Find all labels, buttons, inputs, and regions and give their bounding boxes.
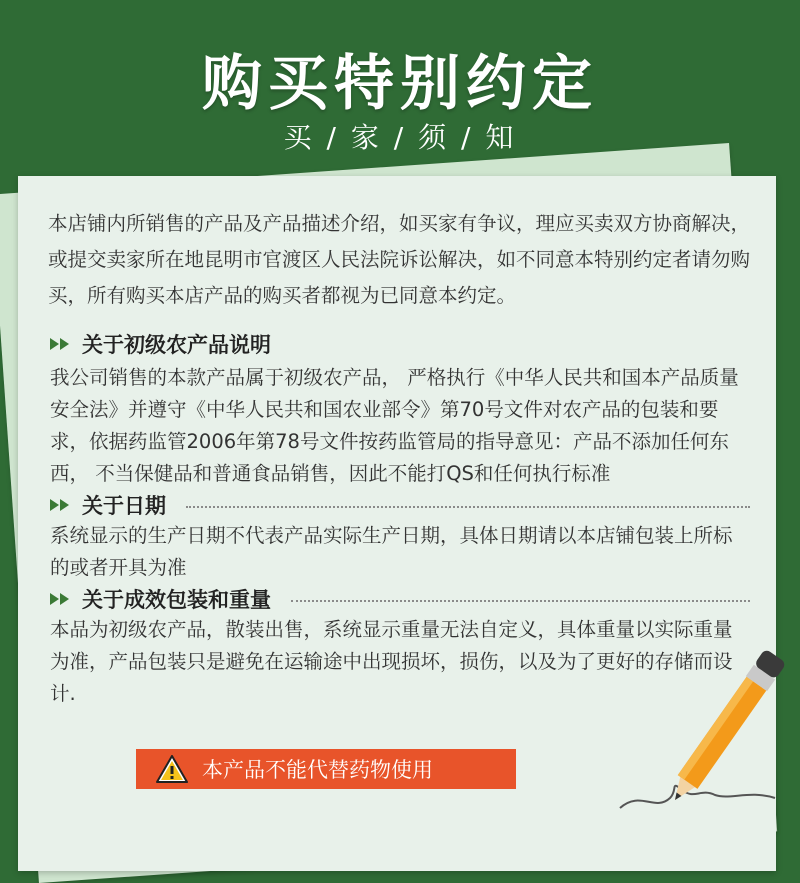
warning-banner: [136, 749, 516, 789]
double-arrow-icon: [50, 593, 70, 605]
pencil-icon: [600, 640, 800, 824]
section-body-weight: 本品为初级农产品，散装出售，系统显示重量无法自定义，具体重量以实际重量为准，产品包装只是避免在运输途中出现损坏，损伤，以及为了更好的存储而设计.: [50, 618, 733, 705]
page-title: 购买特别约定: [202, 49, 598, 119]
intro-text: 本店铺内所销售的产品及产品描述介绍，如买家有争议，理应买卖双方协商解决，或提交卖家所在地昆明市官渡区人民法院诉讼解决，如不同意本特别约定者请勿购买，所有购买本店产品的购买者都视为已同意本约定。: [48, 212, 751, 307]
double-arrow-icon: [50, 338, 70, 350]
page-subtitle: 买 / 家 / 须 / 知: [283, 121, 517, 154]
section-title: 关于日期: [82, 494, 166, 518]
section-body-agri: 我公司销售的本款产品属于初级农产品， 严格执行《中华人民共和国本产品质量安全法》并遵守《中华人民共和国农业部令》第70号文件对农产品的包装和要求，依据药监管2006年第78号文件按药监管局的指导意见：产品不添加任何东西， 不当保健品和普通食品销售，因此不能打QS和任何执行标准: [50, 366, 739, 485]
section-title: 关于成效包装和重量: [82, 588, 271, 612]
section-title: 关于初级农产品说明: [82, 333, 271, 357]
double-arrow-icon: [50, 499, 70, 511]
section-heading-date: [50, 490, 750, 520]
dotted-divider: [186, 506, 750, 508]
section-heading-weight: [50, 584, 750, 614]
warning-text: 本产品不能代替药物使用: [202, 758, 433, 782]
dotted-divider: [291, 600, 750, 602]
section-body-date: 系统显示的生产日期不代表产品实际生产日期，具体日期请以本店铺包装上所标的或者开具为准: [50, 524, 733, 579]
section-heading-agri: [50, 329, 750, 359]
warning-triangle-icon: [156, 755, 188, 783]
